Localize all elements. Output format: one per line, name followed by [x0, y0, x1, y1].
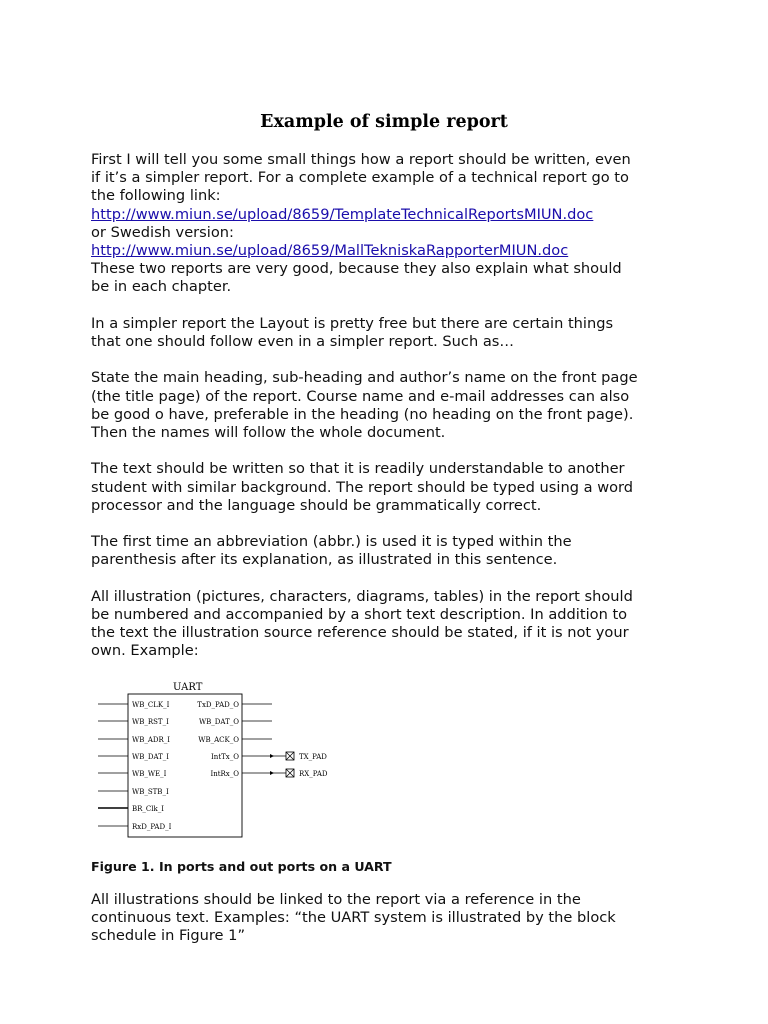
- illustration-paragraph: [91, 588, 691, 661]
- intro-tail-line: be in each chapter.: [91, 278, 232, 296]
- output-pin-label: WB_DAT_O: [198, 718, 239, 726]
- pad-label: TX_PAD: [299, 753, 327, 761]
- input-pin-label: BR_Clk_I: [132, 805, 165, 813]
- output-pin-label: IntRx_O: [210, 770, 239, 778]
- language-paragraph: [91, 460, 691, 515]
- paragraph-line: In a simpler report the Layout is pretty free but there are certain things: [91, 314, 614, 332]
- paragraph-line: The first time an abbreviation (abbr.) is used it is typed within the: [91, 533, 572, 551]
- uart-block-box: [128, 694, 242, 837]
- paragraph-line: that one should follow even in a simpler report. Such as…: [91, 333, 514, 351]
- uart-block-title: UART: [173, 682, 203, 693]
- paragraph-line: State the main heading, sub-heading and author’s name on the front page: [91, 369, 638, 387]
- document-title: Example of simple report: [260, 112, 508, 132]
- paragraph-line: Then the names will follow the whole document.: [91, 424, 446, 442]
- closing-paragraph: [91, 891, 691, 946]
- paragraph-line: All illustration (pictures, characters, diagrams, tables) in the report should: [91, 587, 633, 605]
- output-pin-label: IntTx_O: [211, 753, 239, 761]
- input-pin-label: WB_DAT_I: [132, 753, 170, 761]
- intro-line: the following link:: [91, 187, 221, 205]
- paragraph-line: schedule in Figure 1”: [91, 927, 246, 945]
- input-pin-label: WB_RST_I: [132, 718, 169, 726]
- layout-paragraph: [91, 315, 691, 351]
- input-pin-label: RxD_PAD_I: [132, 823, 172, 831]
- arrow-icon: [270, 771, 274, 775]
- paragraph-line: parenthesis after its explanation, as illustrated in this sentence.: [91, 551, 558, 569]
- input-pin-label: WB_CLK_I: [132, 701, 170, 709]
- intro-line: First I will tell you some small things how a report should be written, even: [91, 151, 631, 168]
- intro-paragraph: [91, 151, 691, 297]
- paragraph-line: be good o have, preferable in the heading (no heading on the front page).: [91, 405, 634, 423]
- pads: [286, 752, 328, 778]
- template-report-link[interactable]: http://www.miun.se/upload/8659/TemplateTechnicalReportsMIUN.doc: [91, 205, 594, 223]
- heading-paragraph: [91, 369, 691, 442]
- uart-block-diagram: [91, 678, 351, 848]
- output-pin-label: TxD_PAD_O: [197, 701, 239, 709]
- paragraph-line: The text should be written so that it is readily understandable to another: [91, 460, 625, 478]
- input-pin-label: WB_WE_I: [132, 770, 167, 778]
- uart-figure: [91, 678, 351, 853]
- paragraph-line: (the title page) of the report. Course name and e-mail addresses can also: [91, 387, 630, 405]
- paragraph-line: the text the illustration source reference should be stated, if it is not your: [91, 624, 629, 642]
- intro-line: if it’s a simpler report. For a complete example of a technical report go to: [91, 169, 629, 187]
- paragraph-line: own. Example:: [91, 642, 199, 660]
- figure-caption: Figure 1. In ports and out ports on a UART: [91, 859, 392, 874]
- paragraph-line: processor and the language should be grammatically correct.: [91, 496, 542, 514]
- pad-label: RX_PAD: [299, 770, 328, 778]
- intro-tail-line: These two reports are very good, because they also explain what should: [91, 260, 622, 278]
- swedish-template-link[interactable]: http://www.miun.se/upload/8659/MallTekniskaRapporterMIUN.doc: [91, 242, 569, 260]
- arrow-icon: [270, 754, 274, 758]
- input-pin-label: WB_STB_I: [132, 788, 169, 796]
- output-pin-label: WB_ACK_O: [198, 736, 239, 744]
- paragraph-line: continuous text. Examples: “the UART system is illustrated by the block: [91, 909, 616, 927]
- swedish-version-label: or Swedish version:: [91, 223, 234, 241]
- paragraph-line: student with similar background. The report should be typed using a word: [91, 478, 634, 496]
- paragraph-line: All illustrations should be linked to the report via a reference in the: [91, 891, 581, 908]
- input-pin-label: WB_ADR_I: [132, 736, 171, 744]
- document-body: [91, 151, 691, 679]
- abbreviation-paragraph: [91, 533, 691, 569]
- paragraph-line: be numbered and accompanied by a short text description. In addition to: [91, 606, 628, 623]
